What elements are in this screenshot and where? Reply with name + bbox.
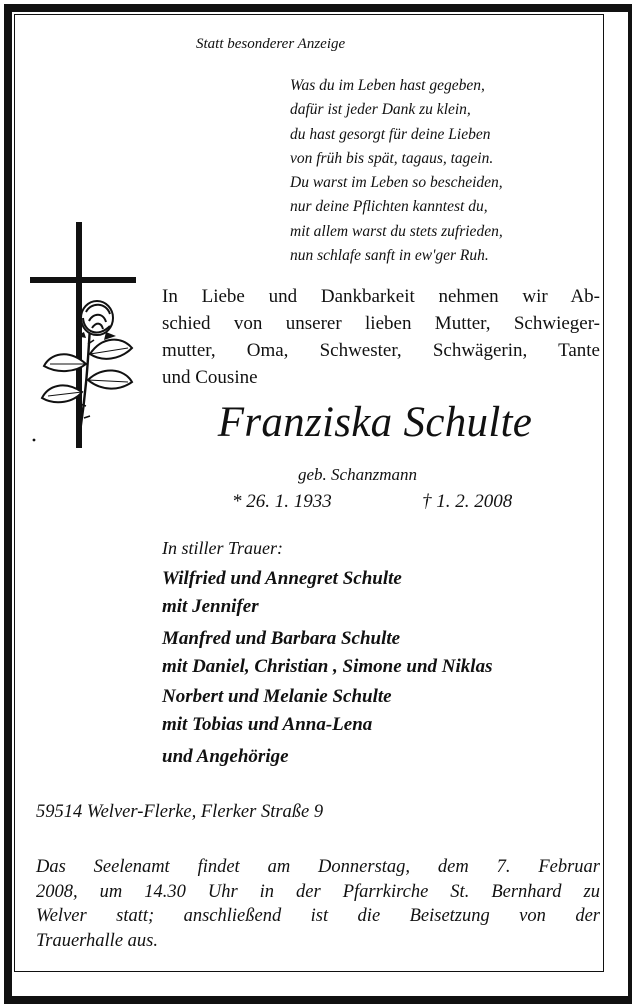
mourner-line: Norbert und Melanie Schulte [162,686,392,707]
intro-text: Statt besonderer Anzeige [196,36,346,52]
mourners-label: In stiller Trauer: [162,538,284,558]
poem-line: du hast gesorgt für deine Lieben [290,125,491,143]
message-line: schied von unserer lieben Mutter, Schwieger- [162,313,600,334]
mourner-line: und Angehörige [162,746,289,767]
poem-line: von früh bis spät, tagaus, tagein. [290,149,494,167]
mourner-line: mit Daniel, Christian , Simone und Niklas [162,656,493,677]
mourner-line: Manfred und Barbara Schulte [162,628,401,649]
message-line: In Liebe und Dankbarkeit nehmen wir Ab- [162,286,600,307]
deceased-name: Franziska Schulte [217,399,533,446]
death-date: † 1. 2. 2008 [422,491,513,512]
mourner-line: mit Tobias und Anna-Lena [162,714,373,735]
farewell-message [162,283,600,391]
mourner-line: Wilfried und Annegret Schulte [162,568,402,589]
address: 59514 Welver-Flerke, Flerker Straße 9 [36,802,324,822]
mourner-line: mit Jennifer [162,596,259,617]
poem-line: Was du im Leben hast gegeben, [290,77,485,94]
poem-line: nur deine Pflichten kanntest du, [290,198,488,216]
notice-line: 2008, um 14.30 Uhr in der Pfarrkirche St. Bernhard zu [36,881,600,902]
message-line: und Cousine [162,367,258,388]
notice-line: Das Seelenamt findet am Donnerstag, dem 7. Februar [36,857,600,877]
notice-line: Welver statt; anschließend ist die Beisetzung von der [36,906,600,926]
poem-line: nun schlafe sanft in ew'ger Ruh. [290,247,489,265]
message-line: mutter, Oma, Schwester, Schwägerin, Tante [162,340,600,361]
poem-line: mit allem warst du stets zufrieden, [290,222,503,240]
poem-line: dafür ist jeder Dank zu klein, [290,101,471,119]
birth-date: * 26. 1. 1933 [232,491,332,512]
maiden-name: geb. Schanzmann [298,465,417,484]
poem [290,74,503,268]
poem-line: Du warst im Leben so bescheiden, [290,174,503,192]
service-notice [36,855,600,953]
notice-line: Trauerhalle aus. [36,930,158,951]
